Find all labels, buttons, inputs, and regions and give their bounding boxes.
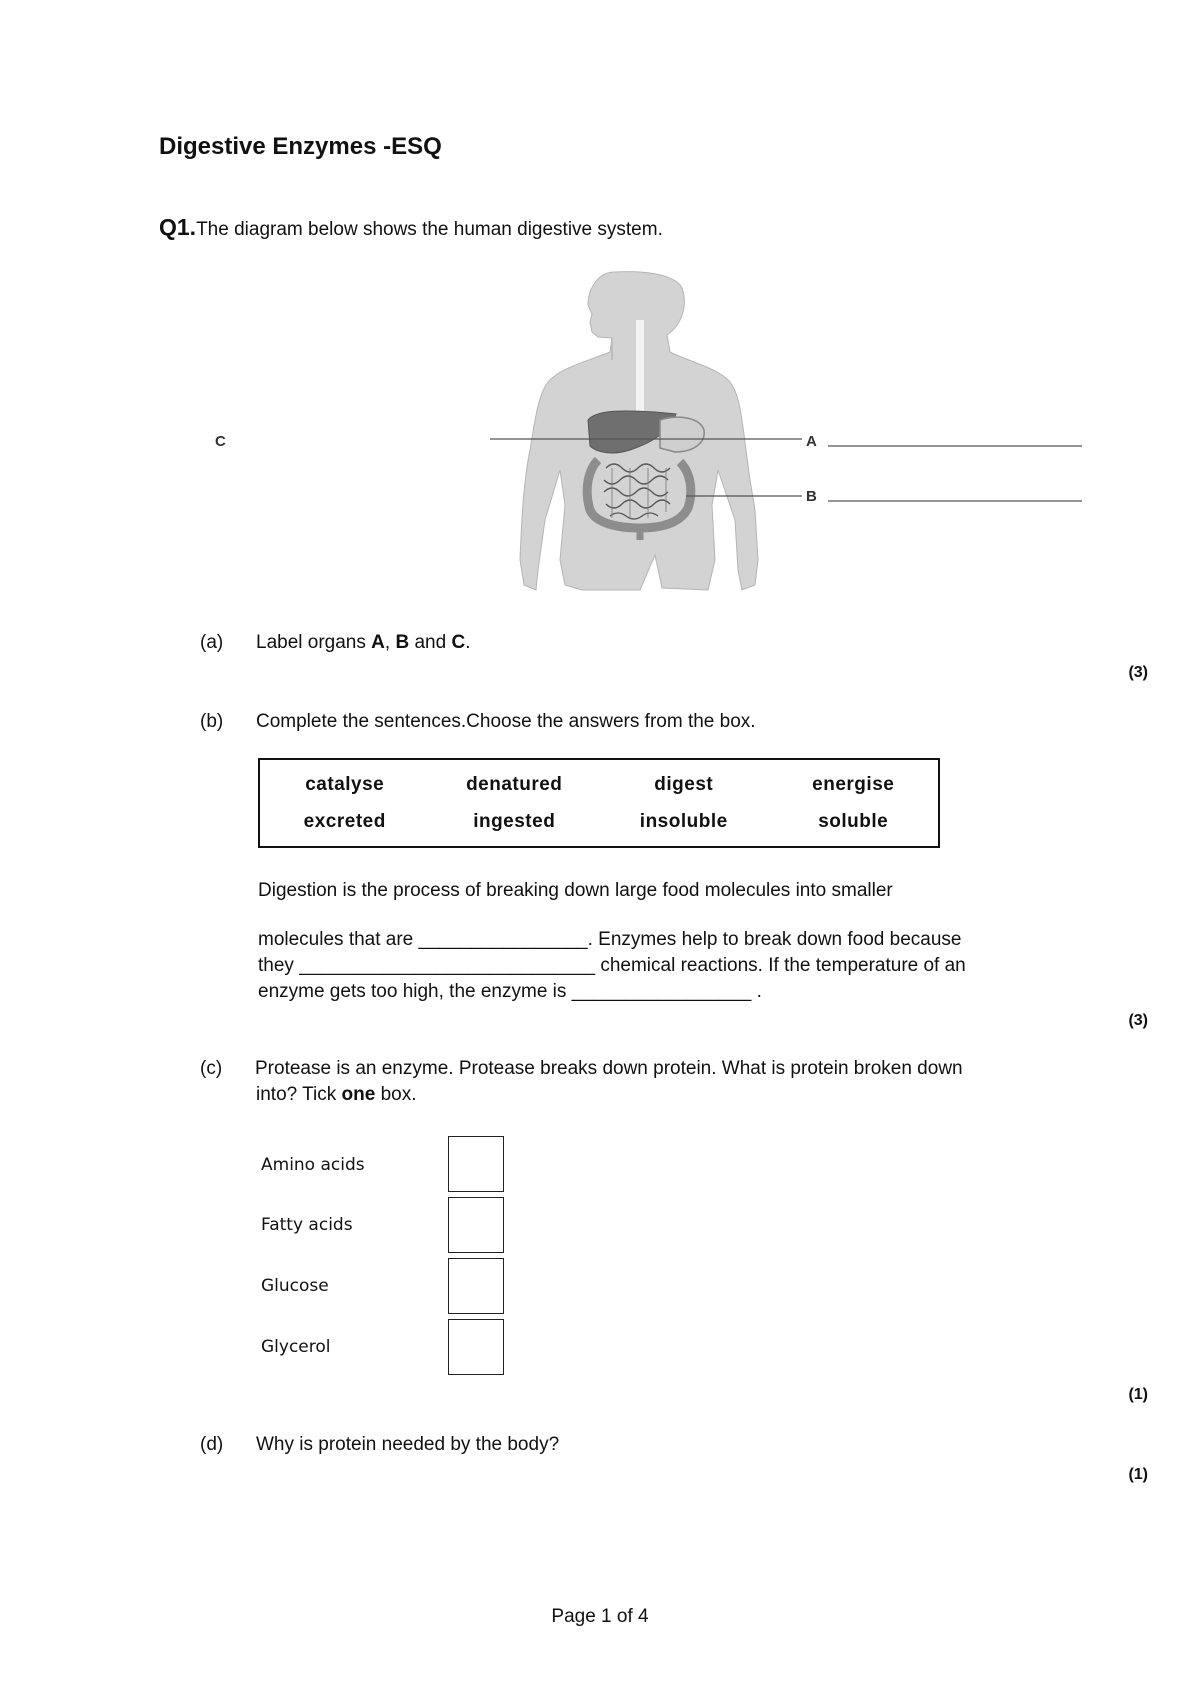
part-a-prefix: Label organs xyxy=(256,632,372,653)
part-b-line-3: they ____________________________ chemical reactions. If the temperature of an xyxy=(258,955,966,976)
word-option: denatured xyxy=(466,773,563,795)
label-b: B xyxy=(806,488,817,505)
part-c-text-1: Protease is an enzyme. Protease breaks down protein. What is protein broken down xyxy=(255,1058,963,1079)
word-option: excreted xyxy=(303,810,386,832)
part-a-end: . xyxy=(465,632,471,653)
part-b-letter: (b) xyxy=(200,711,224,732)
tick-box-glucose[interactable] xyxy=(448,1258,504,1314)
option-label-glycerol: Glycerol xyxy=(261,1337,331,1357)
page-footer: Page 1 of 4 xyxy=(551,1606,649,1627)
option-label-fatty-acids: Fatty acids xyxy=(261,1215,353,1235)
word-option: insoluble xyxy=(639,810,728,832)
part-a-sep2: and xyxy=(409,632,452,653)
digestive-system-diagram xyxy=(0,0,1200,600)
part-a-organ-a: A xyxy=(371,632,385,653)
part-b-marks: (3) xyxy=(1128,1012,1148,1029)
part-b-line-2: molecules that are ________________. Enzymes help to break down food because xyxy=(258,929,962,950)
word-option: soluble xyxy=(818,810,889,832)
word-option: catalyse xyxy=(305,773,385,795)
tick-box-glycerol[interactable] xyxy=(448,1319,504,1375)
part-a-sep1: , xyxy=(384,632,396,653)
part-b-line-1: Digestion is the process of breaking down large food molecules into smaller xyxy=(258,880,893,901)
part-a-letter: (a) xyxy=(200,632,224,653)
question-number: Q1. xyxy=(159,214,197,240)
part-a-organ-b: B xyxy=(395,632,410,653)
part-c-emphasis: one xyxy=(341,1084,376,1105)
word-box xyxy=(258,758,940,848)
option-label-amino-acids: Amino acids xyxy=(261,1155,365,1175)
label-a: A xyxy=(806,433,817,450)
part-b-text: Complete the sentences.Choose the answers from the box. xyxy=(256,711,756,732)
part-c-marks: (1) xyxy=(1128,1386,1148,1403)
part-d-text: Why is protein needed by the body? xyxy=(256,1434,560,1455)
tick-box-fatty-acids[interactable] xyxy=(448,1197,504,1253)
part-d-marks: (1) xyxy=(1128,1466,1148,1483)
label-c: C xyxy=(215,433,226,450)
part-c-prefix: into? Tick xyxy=(256,1084,342,1105)
question-intro-text: The diagram below shows the human digestive system. xyxy=(196,219,663,240)
part-a-marks: (3) xyxy=(1128,664,1148,681)
tick-box-amino-acids[interactable] xyxy=(448,1136,504,1192)
word-option: digest xyxy=(654,773,714,795)
part-b-line-4: enzyme gets too high, the enzyme is _________________ . xyxy=(258,981,762,1002)
part-c-letter: (c) xyxy=(200,1058,223,1079)
part-a-text xyxy=(256,632,470,654)
part-a-organ-c: C xyxy=(451,632,466,653)
word-option: energise xyxy=(812,773,895,795)
part-d-letter: (d) xyxy=(200,1434,224,1455)
page-title: Digestive Enzymes -ESQ xyxy=(159,133,442,160)
option-label-glucose: Glucose xyxy=(261,1276,329,1296)
word-option: ingested xyxy=(473,810,556,832)
part-c-suffix: box. xyxy=(375,1084,417,1105)
part-c-text-2 xyxy=(256,1084,417,1106)
